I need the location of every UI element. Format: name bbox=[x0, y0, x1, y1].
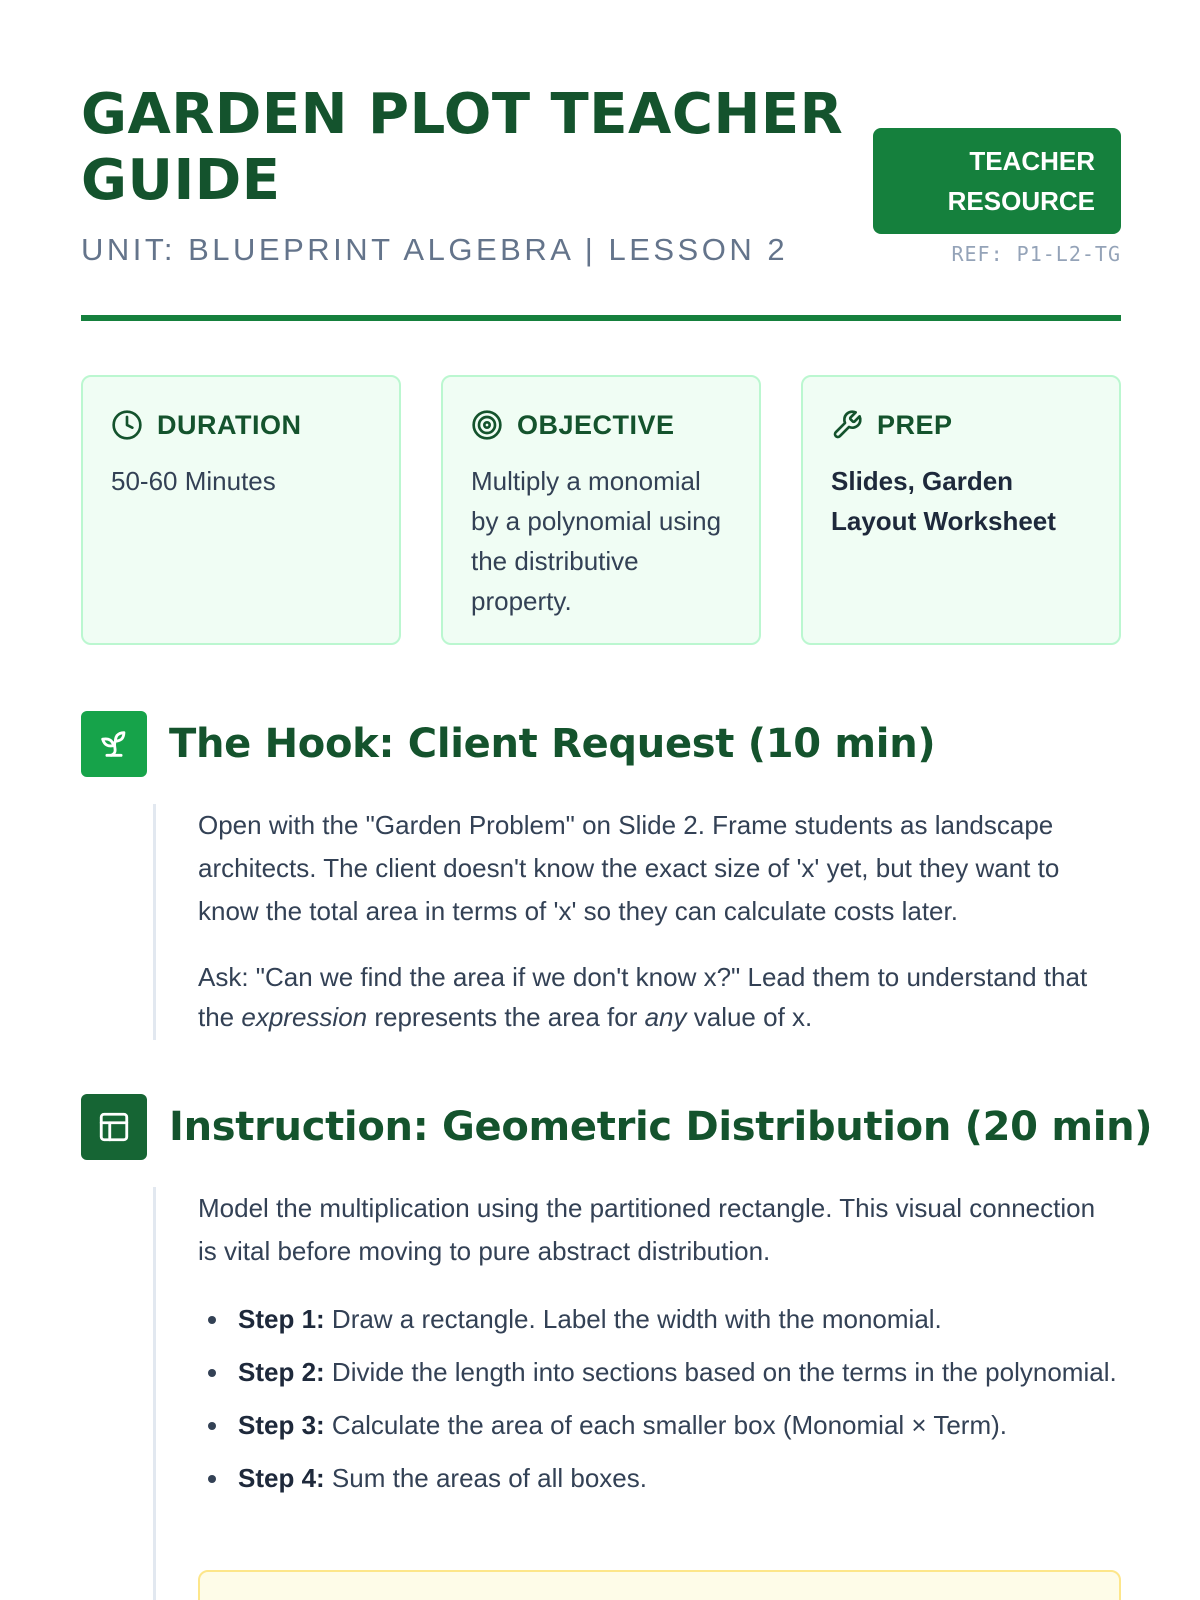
reference-code: REF: P1-L2-TG bbox=[951, 242, 1121, 266]
instruction-icon-box bbox=[81, 1094, 147, 1160]
step-label: Step 3: bbox=[238, 1410, 325, 1440]
hook-paragraph-2 bbox=[198, 957, 1121, 1037]
step-label: Step 2: bbox=[238, 1357, 325, 1387]
prep-card bbox=[801, 375, 1121, 645]
note-callout-box bbox=[198, 1570, 1121, 1600]
badge-line-1: TEACHER bbox=[969, 146, 1095, 176]
page-header bbox=[81, 82, 1121, 322]
instruction-intro: Model the multiplication using the partitioned rectangle. This visual connection is vital before moving to pure abstract distribution. bbox=[198, 1193, 1096, 1266]
page-title: GARDEN PLOT TEACHER GUIDE bbox=[81, 82, 844, 213]
step-text: Sum the areas of all boxes. bbox=[324, 1463, 647, 1493]
hook-icon-box bbox=[81, 711, 147, 777]
duration-card-title: DURATION bbox=[157, 409, 302, 440]
hook-p2-emphasis-any: any bbox=[644, 1002, 687, 1032]
hook-p2-text-c: value of x. bbox=[686, 1002, 813, 1032]
prep-card-title: PREP bbox=[877, 409, 953, 440]
hook-section-body bbox=[153, 804, 1121, 1040]
hook-p2-emphasis-expression: expression bbox=[241, 1002, 368, 1032]
objective-card-body: Multiply a monomial by a polynomial using the distributive property. bbox=[471, 466, 722, 616]
step-item bbox=[198, 1458, 1121, 1498]
instruction-section-title: Instruction: Geometric Distribution (20 min) bbox=[169, 1104, 1153, 1150]
wrench-icon bbox=[831, 409, 863, 441]
instruction-section-header bbox=[81, 1094, 1152, 1160]
sprout-icon bbox=[97, 727, 131, 761]
hook-section-header bbox=[81, 711, 935, 777]
clock-icon bbox=[111, 409, 143, 441]
step-item bbox=[198, 1352, 1121, 1392]
layout-icon bbox=[97, 1110, 131, 1144]
hook-section-title: The Hook: Client Request (10 min) bbox=[169, 721, 936, 767]
instruction-steps-list bbox=[198, 1299, 1121, 1498]
duration-card bbox=[81, 375, 401, 645]
hook-p2-text-b: represents the area for bbox=[367, 1002, 645, 1032]
hook-paragraph-1: Open with the "Garden Problem" on Slide 2. Frame students as landscape architects. The client doesn't know the exact size of 'x' yet, but they want to know the total area in terms of 'x' so they can calculate costs later. bbox=[198, 810, 1060, 926]
instruction-section-body bbox=[153, 1187, 1121, 1600]
duration-card-body: 50-60 Minutes bbox=[111, 466, 276, 496]
objective-card-header bbox=[471, 407, 731, 443]
step-label: Step 4: bbox=[238, 1463, 325, 1493]
step-item bbox=[198, 1405, 1121, 1445]
duration-card-header bbox=[111, 407, 371, 443]
step-text: Divide the length into sections based on the terms in the polynomial. bbox=[324, 1357, 1117, 1387]
target-icon bbox=[471, 409, 503, 441]
teacher-resource-badge bbox=[873, 128, 1121, 234]
prep-card-header bbox=[831, 407, 1091, 443]
header-divider bbox=[81, 315, 1121, 321]
prep-card-body: Slides, Garden Layout Worksheet bbox=[831, 466, 1056, 536]
objective-card-title: OBJECTIVE bbox=[517, 409, 675, 440]
badge-line-2: RESOURCE bbox=[947, 186, 1095, 216]
step-text: Calculate the area of each smaller box (Monomial × Term). bbox=[324, 1410, 1008, 1440]
step-label: Step 1: bbox=[238, 1304, 325, 1334]
page-subtitle: UNIT: BLUEPRINT ALGEBRA | LESSON 2 bbox=[81, 232, 789, 267]
hook-p2-text-a: Ask: "Can we find the area if we don't know x?" Lead them to understand that the bbox=[198, 962, 1088, 1032]
objective-card bbox=[441, 375, 761, 645]
step-text: Draw a rectangle. Label the width with the monomial. bbox=[324, 1304, 942, 1334]
step-item bbox=[198, 1299, 1121, 1339]
